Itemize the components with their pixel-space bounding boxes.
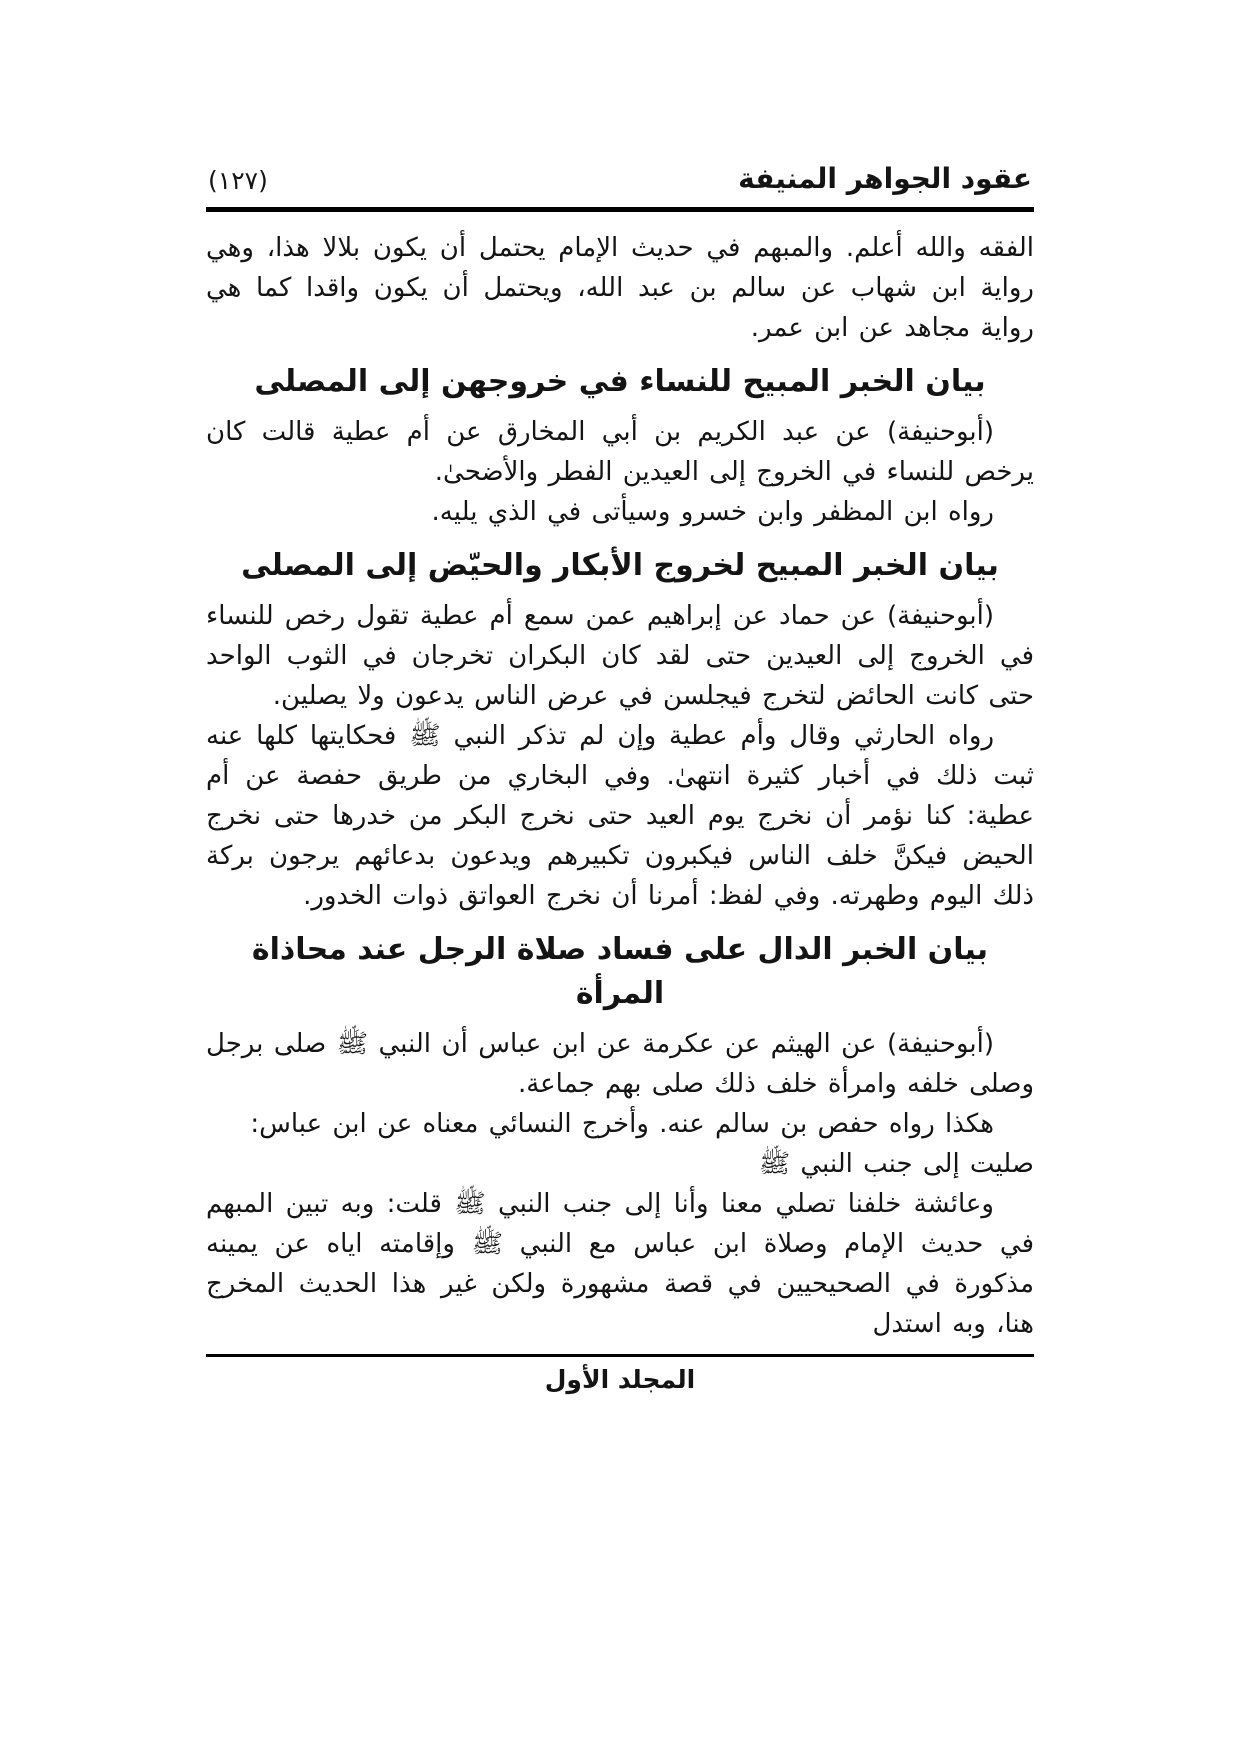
page-body <box>206 228 1034 1344</box>
header-rule <box>206 207 1034 212</box>
paragraph-nasai-note: هكذا رواه حفص بن سالم عنه. وأخرج النسائي معناه عن ابن عباس: <box>250 1109 994 1139</box>
section-heading-virgins-menstruants: بيان الخبر المبيح لخروج الأبكار والحيّض إلى المصلى <box>241 548 999 583</box>
book-title: عقود الجواهر المنيفة <box>738 162 1032 195</box>
paragraph-hadith-ibn-abbas: (أبوحنيفة) عن الهيثم عن عكرمة عن ابن عباس أن النبي ﷺ صلى برجل وصلى خلفه وامرأة خلف ذلك صلى بهم جماعة. <box>206 1029 1034 1099</box>
page-header <box>206 162 1034 207</box>
footer-rule <box>206 1354 1034 1357</box>
paragraph-hadith-umm-atiyya-1: (أبوحنيفة) عن عبد الكريم بن أبي المخارق عن أم عطية قالت كان يرخص للنساء في الخروج إلى العيدين الفطر والأضحىٰ. <box>206 417 1034 487</box>
paragraph-harithi-commentary: رواه الحارثي وقال وأم عطية وإن لم تذكر النبي ﷺ فحكايتها كلها عنه ثبت ذلك في أخبار كثيرة انتهىٰ. وفي البخاري من طريق حفصة عن أم عطية: كنا نؤمر أن نخرج يوم العيد حتى نخرج البكر من خدرها حتى نخرج الحيض فيكنَّ خلف الناس فيكبرون تكبيرهم ويدعون بدعائهم يرجون بركة ذلك اليوم وطهرته. وفي لفظ: أمرنا أن نخرج العواتق ذوات الخدور. <box>206 721 1034 911</box>
paragraph-hadith-umm-atiyya-2: (أبوحنيفة) عن حماد عن إبراهيم عمن سمع أم عطية تقول رخص للنساء في الخروج إلى العيدين حتى لقد كان البكران تخرجان في الثوب الواحد حتى كانت الحائض لتخرج فيجلسن في عرض الناس يدعون ولا يصلين. <box>206 601 1034 711</box>
paragraph-sallaytu-quote: صليت إلى جنب النبي ﷺ <box>758 1149 1034 1179</box>
paragraph-aisha-commentary: وعائشة خلفنا تصلي معنا وأنا إلى جنب النبي ﷺ قلت: وبه تبين المبهم في حديث الإمام وصلاة ابن عباس مع النبي ﷺ وإقامته اياه عن يمينه مذكورة في الصحيحيين في قصة مشهورة ولكن غير هذا الحديث المخرج هنا، وبه استدل <box>206 1189 1034 1339</box>
volume-label: المجلد الأول <box>544 1365 696 1394</box>
paragraph-narration-note-1: رواه ابن المظفر وابن خسرو وسيأتى في الذي يليه. <box>431 497 994 527</box>
section-heading-women-going-out: بيان الخبر المبيح للنساء في خروجهن إلى المصلى <box>254 364 986 399</box>
page-footer <box>206 1354 1034 1394</box>
page-number: (١٢٧) <box>208 166 268 195</box>
section-heading-prayer-invalidation: بيان الخبر الدال على فساد صلاة الرجل عند محاذاة المرأة <box>251 932 989 1011</box>
paragraph-fiqh-continuation: الفقه والله أعلم. والمبهم في حديث الإمام يحتمل أن يكون بلالا هذا، وهي رواية ابن شهاب عن سالم بن عبد الله، ويحتمل أن يكون واقدا كما هي رواية مجاهد عن ابن عمر. <box>206 233 1034 343</box>
